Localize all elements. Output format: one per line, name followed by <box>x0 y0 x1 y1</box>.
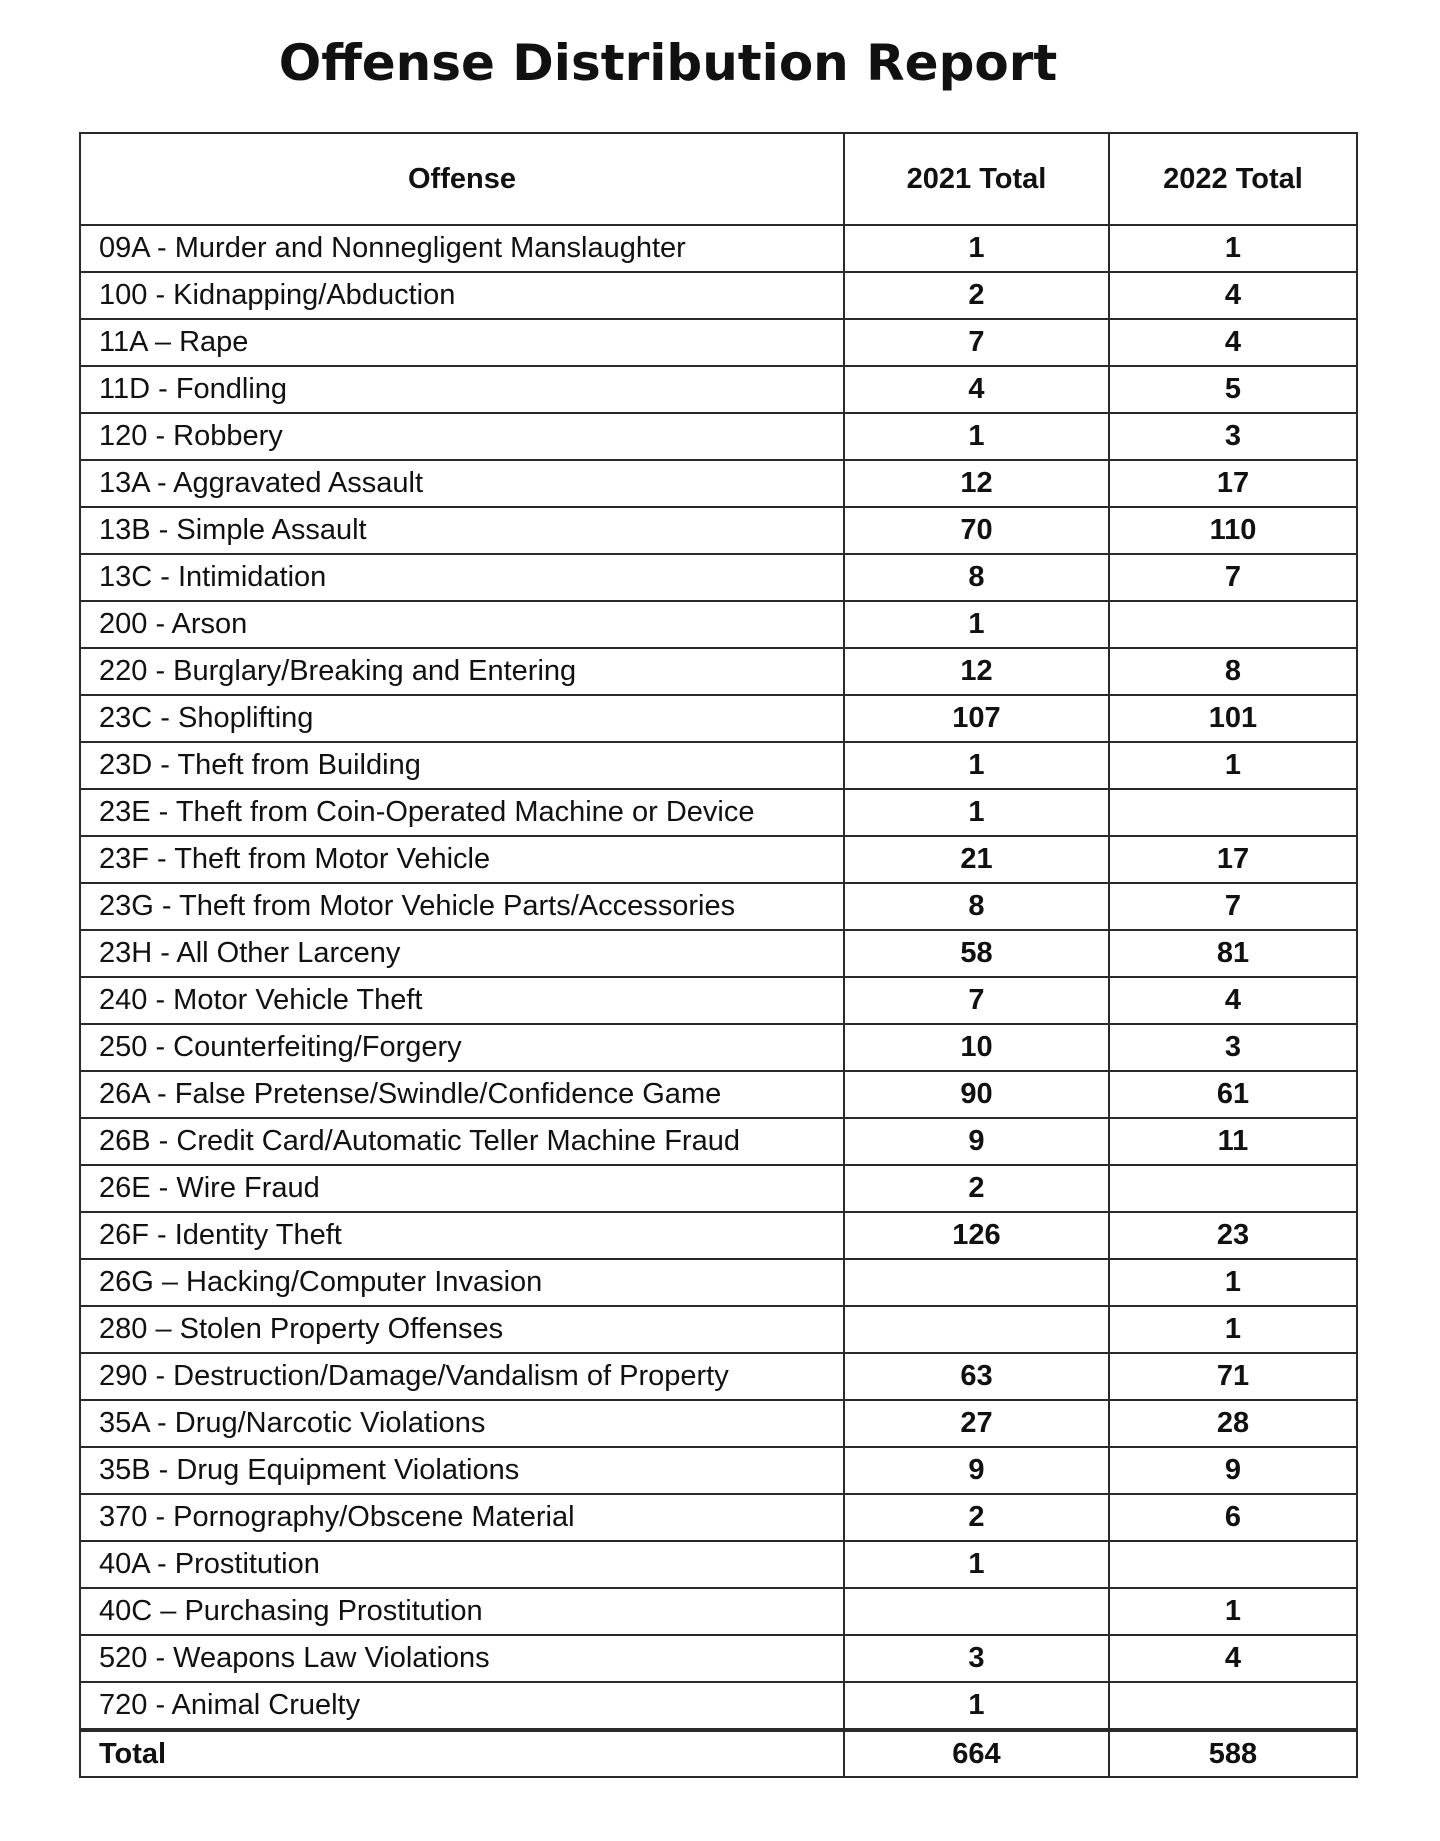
total-2021-cell: 2 <box>844 1165 1109 1212</box>
table-row <box>80 1353 1357 1400</box>
total-2021-cell: 3 <box>844 1635 1109 1682</box>
table-row <box>80 1447 1357 1494</box>
table-row <box>80 225 1357 272</box>
offense-name-cell: 26G – Hacking/Computer Invasion <box>80 1259 844 1306</box>
offense-name-cell: 23F - Theft from Motor Vehicle <box>80 836 844 883</box>
total-2022-cell: 23 <box>1109 1212 1357 1259</box>
offense-name-cell: 26A - False Pretense/Swindle/Confidence Game <box>80 1071 844 1118</box>
total-2022-cell: 4 <box>1109 272 1357 319</box>
offense-name-cell: 26F - Identity Theft <box>80 1212 844 1259</box>
offense-name-cell: 40C – Purchasing Prostitution <box>80 1588 844 1635</box>
offense-name-cell: 23D - Theft from Building <box>80 742 844 789</box>
total-2021-cell <box>844 1259 1109 1306</box>
total-2021-cell: 107 <box>844 695 1109 742</box>
table-row <box>80 1494 1357 1541</box>
total-2021-cell: 8 <box>844 883 1109 930</box>
total-2022-cell <box>1109 789 1357 836</box>
column-header-2022-total: 2022 Total <box>1109 133 1357 225</box>
offense-name-cell: 220 - Burglary/Breaking and Entering <box>80 648 844 695</box>
total-2022-cell: 1 <box>1109 1259 1357 1306</box>
offense-name-cell: 23G - Theft from Motor Vehicle Parts/Accessories <box>80 883 844 930</box>
total-2022-cell: 3 <box>1109 1024 1357 1071</box>
column-header-2021-total: 2021 Total <box>844 133 1109 225</box>
table-row <box>80 272 1357 319</box>
table-row <box>80 1071 1357 1118</box>
total-2021-cell: 1 <box>844 1682 1109 1730</box>
table-row <box>80 742 1357 789</box>
table-body <box>80 225 1357 1777</box>
offense-name-cell: 200 - Arson <box>80 601 844 648</box>
total-2022-cell: 110 <box>1109 507 1357 554</box>
total-2022-cell: 8 <box>1109 648 1357 695</box>
table-row <box>80 789 1357 836</box>
offense-table <box>79 132 1358 1778</box>
offense-name-cell: 290 - Destruction/Damage/Vandalism of Property <box>80 1353 844 1400</box>
offense-name-cell: 100 - Kidnapping/Abduction <box>80 272 844 319</box>
total-2021-cell: 1 <box>844 742 1109 789</box>
offense-name-cell: 35A - Drug/Narcotic Violations <box>80 1400 844 1447</box>
table-row <box>80 836 1357 883</box>
offense-name-cell: 520 - Weapons Law Violations <box>80 1635 844 1682</box>
total-2022-cell: 7 <box>1109 883 1357 930</box>
table-row <box>80 1306 1357 1353</box>
table-row <box>80 930 1357 977</box>
offense-name-cell: 26E - Wire Fraud <box>80 1165 844 1212</box>
table-row <box>80 648 1357 695</box>
total-2022-cell: 5 <box>1109 366 1357 413</box>
table-row <box>80 413 1357 460</box>
total-2021-cell <box>844 1306 1109 1353</box>
total-2022-cell: 81 <box>1109 930 1357 977</box>
total-2021-cell: 9 <box>844 1118 1109 1165</box>
total-2021-cell <box>844 1588 1109 1635</box>
total-2022-cell <box>1109 1165 1357 1212</box>
offense-name-cell: 23H - All Other Larceny <box>80 930 844 977</box>
total-2021-cell: 58 <box>844 930 1109 977</box>
offense-name-cell: 240 - Motor Vehicle Theft <box>80 977 844 1024</box>
offense-name-cell: 09A - Murder and Nonnegligent Manslaughter <box>80 225 844 272</box>
table-row <box>80 1212 1357 1259</box>
total-2021-cell: 9 <box>844 1447 1109 1494</box>
table-row <box>80 1541 1357 1588</box>
total-2022-cell <box>1109 601 1357 648</box>
offense-name-cell: 26B - Credit Card/Automatic Teller Machine Fraud <box>80 1118 844 1165</box>
total-2022-cell: 9 <box>1109 1447 1357 1494</box>
table-row <box>80 1259 1357 1306</box>
total-2021-cell: 70 <box>844 507 1109 554</box>
total-2022-cell: 11 <box>1109 1118 1357 1165</box>
total-2021-cell: 8 <box>844 554 1109 601</box>
offense-name-cell: 23C - Shoplifting <box>80 695 844 742</box>
table-row <box>80 507 1357 554</box>
offense-name-cell: 720 - Animal Cruelty <box>80 1682 844 1730</box>
total-2021-value: 664 <box>844 1730 1109 1777</box>
column-header-offense: Offense <box>80 133 844 225</box>
offense-name-cell: 280 – Stolen Property Offenses <box>80 1306 844 1353</box>
total-2021-cell: 1 <box>844 601 1109 648</box>
total-2022-cell: 28 <box>1109 1400 1357 1447</box>
table-row <box>80 1024 1357 1071</box>
total-2021-cell: 12 <box>844 648 1109 695</box>
total-2021-cell: 7 <box>844 319 1109 366</box>
offense-name-cell: 11A – Rape <box>80 319 844 366</box>
total-2021-cell: 7 <box>844 977 1109 1024</box>
total-2022-cell: 101 <box>1109 695 1357 742</box>
total-2022-cell: 1 <box>1109 742 1357 789</box>
table-row <box>80 695 1357 742</box>
total-2021-cell: 10 <box>844 1024 1109 1071</box>
table-row <box>80 319 1357 366</box>
total-2022-cell: 1 <box>1109 1588 1357 1635</box>
table-row <box>80 1165 1357 1212</box>
total-2021-cell: 27 <box>844 1400 1109 1447</box>
total-2022-cell: 4 <box>1109 1635 1357 1682</box>
total-2021-cell: 1 <box>844 789 1109 836</box>
total-row <box>80 1730 1357 1777</box>
total-2021-cell: 1 <box>844 225 1109 272</box>
page-title: Offense Distribution Report <box>278 34 1058 92</box>
table-row <box>80 1635 1357 1682</box>
total-2022-cell: 1 <box>1109 1306 1357 1353</box>
total-2022-cell: 7 <box>1109 554 1357 601</box>
total-2022-cell: 61 <box>1109 1071 1357 1118</box>
total-2022-cell: 1 <box>1109 225 1357 272</box>
total-label: Total <box>80 1730 844 1777</box>
table-row <box>80 1588 1357 1635</box>
table-row <box>80 460 1357 507</box>
total-2022-cell: 6 <box>1109 1494 1357 1541</box>
total-2022-cell: 17 <box>1109 460 1357 507</box>
total-2022-cell: 3 <box>1109 413 1357 460</box>
total-2022-cell: 4 <box>1109 977 1357 1024</box>
total-2021-cell: 4 <box>844 366 1109 413</box>
total-2021-cell: 1 <box>844 1541 1109 1588</box>
total-2021-cell: 2 <box>844 1494 1109 1541</box>
total-2021-cell: 63 <box>844 1353 1109 1400</box>
table-row <box>80 601 1357 648</box>
offense-name-cell: 13B - Simple Assault <box>80 507 844 554</box>
total-2022-cell <box>1109 1682 1357 1730</box>
table-row <box>80 1118 1357 1165</box>
table-row <box>80 366 1357 413</box>
total-2022-cell: 4 <box>1109 319 1357 366</box>
table-row <box>80 977 1357 1024</box>
offense-name-cell: 250 - Counterfeiting/Forgery <box>80 1024 844 1071</box>
offense-name-cell: 35B - Drug Equipment Violations <box>80 1447 844 1494</box>
total-2021-cell: 126 <box>844 1212 1109 1259</box>
total-2021-cell: 21 <box>844 836 1109 883</box>
total-2022-cell: 71 <box>1109 1353 1357 1400</box>
total-2022-value: 588 <box>1109 1730 1357 1777</box>
offense-name-cell: 13C - Intimidation <box>80 554 844 601</box>
table-row <box>80 554 1357 601</box>
table-header-row <box>80 133 1357 225</box>
total-2021-cell: 2 <box>844 272 1109 319</box>
offense-name-cell: 13A - Aggravated Assault <box>80 460 844 507</box>
table-row <box>80 1400 1357 1447</box>
table-row <box>80 1682 1357 1730</box>
table-row <box>80 883 1357 930</box>
offense-name-cell: 23E - Theft from Coin-Operated Machine or Device <box>80 789 844 836</box>
offense-name-cell: 40A - Prostitution <box>80 1541 844 1588</box>
total-2022-cell: 17 <box>1109 836 1357 883</box>
total-2021-cell: 12 <box>844 460 1109 507</box>
total-2021-cell: 1 <box>844 413 1109 460</box>
offense-name-cell: 11D - Fondling <box>80 366 844 413</box>
total-2021-cell: 90 <box>844 1071 1109 1118</box>
offense-name-cell: 120 - Robbery <box>80 413 844 460</box>
total-2022-cell <box>1109 1541 1357 1588</box>
offense-name-cell: 370 - Pornography/Obscene Material <box>80 1494 844 1541</box>
